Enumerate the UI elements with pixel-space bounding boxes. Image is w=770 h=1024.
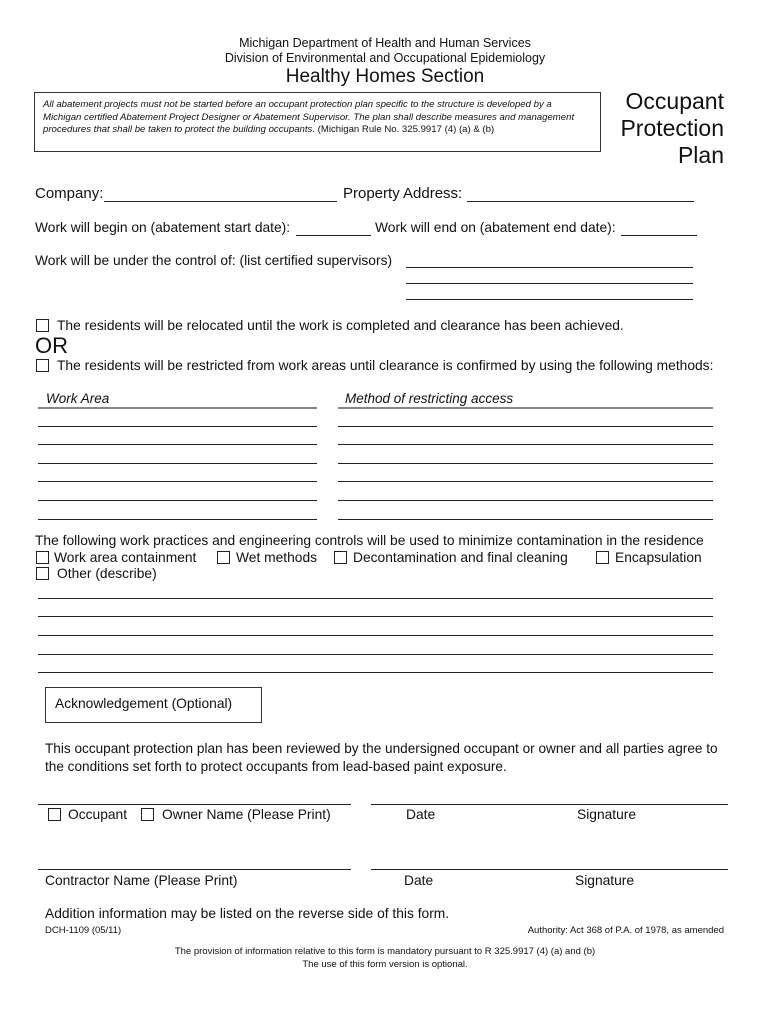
other-description-field[interactable] (38, 654, 713, 655)
other-label: Other (describe) (57, 566, 157, 581)
method-field[interactable] (338, 426, 713, 427)
supervisor-field-1[interactable] (406, 267, 693, 268)
work-begin-label: Work will begin on (abatement start date): (35, 220, 291, 235)
supervisors-label: Work will be under the control of: (list certified supervisors) (35, 253, 393, 268)
owner-signature-label: Signature (577, 807, 637, 822)
company-field[interactable] (104, 201, 337, 202)
method-field[interactable] (338, 500, 713, 501)
addition-note: Addition information may be listed on the reverse side of this form. (45, 906, 450, 921)
work-end-label: Work will end on (abatement end date): (375, 220, 616, 235)
owner-name-label: Owner Name (Please Print) (162, 807, 331, 822)
work-area-field[interactable] (38, 444, 317, 445)
notice-box (34, 92, 601, 152)
contractor-name-label: Contractor Name (Please Print) (45, 873, 238, 888)
containment-label: Work area containment (54, 550, 197, 565)
containment-checkbox[interactable] (36, 551, 49, 564)
title-line-3: Plan (677, 142, 724, 168)
owner-date-signature-field[interactable] (371, 804, 728, 805)
notice-text: All abatement projects must not be started before an occupant protection plan specific to the structure is developed by a Michigan certified Abatement Project Designer or Abatement Supervisor. The plan shall describe measures and management procedures that shall be taken to protect the building occupants. (43, 99, 575, 135)
work-area-field[interactable] (38, 519, 317, 520)
other-checkbox[interactable] (36, 567, 49, 580)
practices-intro: The following work practices and engineering controls will be used to minimize contamination in the residence (35, 533, 704, 548)
property-address-label: Property Address: (343, 185, 463, 202)
decontamination-checkbox[interactable] (334, 551, 347, 564)
supervisor-field-3[interactable] (406, 299, 693, 300)
restricted-label: The residents will be restricted from work areas until clearance is confirmed by using the following methods: (57, 358, 714, 373)
contractor-date-signature-field[interactable] (371, 869, 728, 870)
or-label: OR (35, 333, 68, 358)
section-title: Healthy Homes Section (285, 66, 485, 87)
company-label: Company: (35, 185, 104, 202)
work-area-field[interactable] (38, 463, 317, 464)
title-line-1: Occupant (625, 88, 724, 114)
encapsulation-label: Encapsulation (615, 550, 702, 565)
owner-date-label: Date (406, 807, 436, 822)
wet-methods-checkbox[interactable] (217, 551, 230, 564)
acknowledgement-box (45, 687, 262, 723)
method-field[interactable] (338, 463, 713, 464)
method-header-rule (338, 407, 713, 409)
work-area-field[interactable] (38, 426, 317, 427)
contractor-signature-label: Signature (575, 873, 635, 888)
encapsulation-checkbox[interactable] (596, 551, 609, 564)
supervisor-field-2[interactable] (406, 283, 693, 284)
property-address-field[interactable] (467, 201, 694, 202)
optional-note: The use of this form version is optional. (302, 959, 468, 970)
form-number: DCH-1109 (05/11) (45, 925, 122, 936)
acknowledgement-text: This occupant protection plan has been reviewed by the undersigned occupant or owner and all parties agree to the conditions set forth to protect occupants from lead-based paint exposure. (45, 741, 718, 774)
decontamination-label: Decontamination and final cleaning (353, 550, 568, 565)
wet-methods-label: Wet methods (236, 550, 318, 565)
authority-note: Authority: Act 368 of P.A. of 1978, as amended (527, 925, 724, 936)
owner-checkbox[interactable] (141, 808, 154, 821)
occupant-checkbox[interactable] (48, 808, 61, 821)
method-field[interactable] (338, 444, 713, 445)
relocated-checkbox[interactable] (36, 319, 49, 332)
end-date-field[interactable] (621, 235, 697, 236)
relocated-label: The residents will be relocated until the work is completed and clearance has been achieved. (57, 318, 624, 333)
title-line-2: Protection (620, 115, 724, 141)
contractor-date-label: Date (404, 873, 434, 888)
form-title (620, 88, 724, 169)
method-field[interactable] (338, 519, 713, 520)
restricted-checkbox[interactable] (36, 359, 49, 372)
acknowledgement-title: Acknowledgement (Optional) (55, 696, 233, 711)
mandatory-note: The provision of information relative to this form is mandatory pursuant to R 325.9917 (4) (a) and (b) (174, 946, 596, 957)
work-area-field[interactable] (38, 500, 317, 501)
division-name: Division of Environmental and Occupational Epidemiology (224, 51, 546, 65)
notice-rule: (Michigan Rule No. 325.9917 (4) (a) & (b) (315, 124, 495, 135)
owner-name-field[interactable] (38, 804, 351, 805)
method-field[interactable] (338, 481, 713, 482)
other-description-field[interactable] (38, 598, 713, 599)
work-area-header-rule (38, 407, 317, 409)
occupant-label: Occupant (68, 807, 128, 822)
work-area-field[interactable] (38, 481, 317, 482)
work-area-header: Work Area (46, 391, 110, 406)
start-date-field[interactable] (296, 235, 371, 236)
other-description-field[interactable] (38, 672, 713, 673)
contractor-name-field[interactable] (38, 869, 351, 870)
other-description-field[interactable] (38, 616, 713, 617)
method-header: Method of restricting access (345, 391, 514, 406)
department-name: Michigan Department of Health and Human Services (239, 36, 531, 50)
other-description-field[interactable] (38, 635, 713, 636)
